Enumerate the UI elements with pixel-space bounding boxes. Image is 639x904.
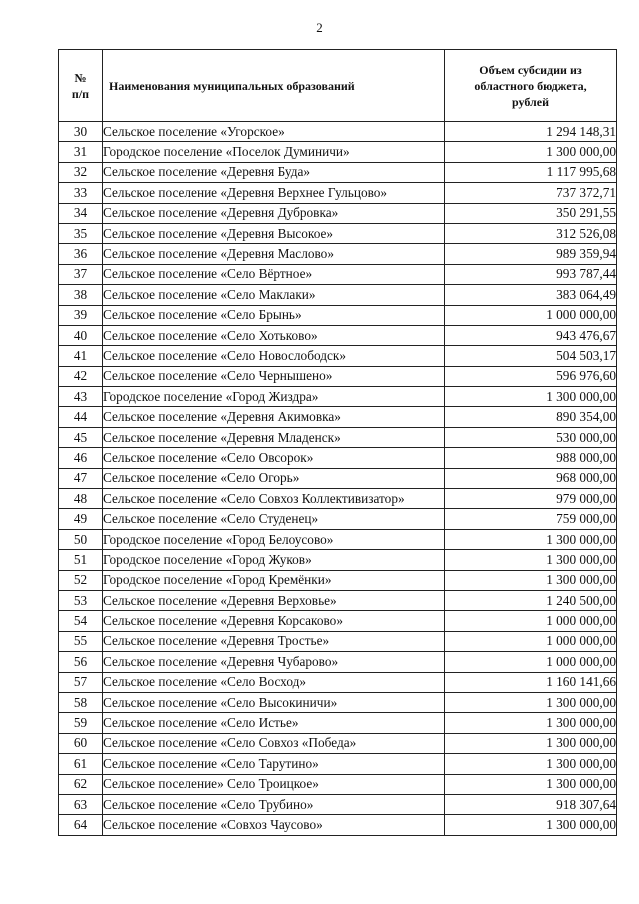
subsidy-amount: 1 000 000,00 — [445, 652, 617, 672]
municipality-name: Сельское поселение «Село Совхоз Коллективизатор» — [103, 489, 445, 509]
subsidy-amount: 890 354,00 — [445, 407, 617, 427]
municipality-name: Сельское поселение «Деревня Тростье» — [103, 631, 445, 651]
subsidy-amount: 1 300 000,00 — [445, 387, 617, 407]
table-row — [59, 570, 617, 590]
table-row — [59, 325, 617, 345]
subsidy-amount: 1 300 000,00 — [445, 713, 617, 733]
municipality-name: Городское поселение «Город Жиздра» — [103, 387, 445, 407]
table-row — [59, 590, 617, 610]
subsidy-amount: 1 000 000,00 — [445, 305, 617, 325]
row-number: 57 — [59, 672, 103, 692]
table-row — [59, 692, 617, 712]
row-number: 46 — [59, 448, 103, 468]
subsidy-amount: 312 526,08 — [445, 223, 617, 243]
table-row — [59, 183, 617, 203]
table-row — [59, 468, 617, 488]
row-number: 43 — [59, 387, 103, 407]
table-row — [59, 305, 617, 325]
municipality-name: Сельское поселение «Деревня Верхнее Гульцово» — [103, 183, 445, 203]
table-row — [59, 142, 617, 162]
row-number: 45 — [59, 427, 103, 447]
subsidy-amount: 1 300 000,00 — [445, 142, 617, 162]
subsidy-amount: 979 000,00 — [445, 489, 617, 509]
table-row — [59, 448, 617, 468]
row-number: 50 — [59, 529, 103, 549]
municipality-name: Сельское поселение «Совхоз Чаусово» — [103, 815, 445, 835]
subsidy-amount: 968 000,00 — [445, 468, 617, 488]
municipality-name: Городское поселение «Город Кремёнки» — [103, 570, 445, 590]
row-number: 37 — [59, 264, 103, 284]
row-number: 31 — [59, 142, 103, 162]
row-number: 51 — [59, 550, 103, 570]
row-number: 54 — [59, 611, 103, 631]
subsidy-amount: 1 300 000,00 — [445, 754, 617, 774]
subsidy-amount: 989 359,94 — [445, 244, 617, 264]
municipality-name: Сельское поселение «Село Огорь» — [103, 468, 445, 488]
subsidy-amount: 1 300 000,00 — [445, 733, 617, 753]
table-row — [59, 387, 617, 407]
table-row — [59, 631, 617, 651]
row-number: 38 — [59, 285, 103, 305]
row-number: 63 — [59, 794, 103, 814]
subsidy-amount: 530 000,00 — [445, 427, 617, 447]
header-number-line2: п/п — [71, 86, 90, 101]
subsidy-amount: 1 300 000,00 — [445, 774, 617, 794]
table-row — [59, 794, 617, 814]
row-number: 36 — [59, 244, 103, 264]
municipality-name: Сельское поселение «Село Брынь» — [103, 305, 445, 325]
municipality-name: Сельское поселение «Село Тарутино» — [103, 754, 445, 774]
row-number: 59 — [59, 713, 103, 733]
municipality-name: Сельское поселение «Село Новослободск» — [103, 346, 445, 366]
header-amount-line2: областного бюджета, — [474, 78, 587, 93]
row-number: 48 — [59, 489, 103, 509]
municipality-name: Сельское поселение «Деревня Дубровка» — [103, 203, 445, 223]
municipality-name: Сельское поселение «Село Вёртное» — [103, 264, 445, 284]
municipality-name: Сельское поселение «Село Маклаки» — [103, 285, 445, 305]
table-row — [59, 244, 617, 264]
table-row — [59, 122, 617, 142]
municipality-name: Сельское поселение «Деревня Чубарово» — [103, 652, 445, 672]
row-number: 40 — [59, 325, 103, 345]
row-number: 58 — [59, 692, 103, 712]
table-row — [59, 815, 617, 835]
municipality-name: Сельское поселение» Село Троицкое» — [103, 774, 445, 794]
row-number: 47 — [59, 468, 103, 488]
row-number: 35 — [59, 223, 103, 243]
row-number: 30 — [59, 122, 103, 142]
municipality-name: Сельское поселение «Село Чернышено» — [103, 366, 445, 386]
subsidy-amount: 918 307,64 — [445, 794, 617, 814]
header-number-line1: № — [74, 70, 87, 85]
table-row — [59, 652, 617, 672]
subsidy-amount: 737 372,71 — [445, 183, 617, 203]
table-row — [59, 285, 617, 305]
subsidy-amount: 1 294 148,31 — [445, 122, 617, 142]
page-number: 2 — [316, 20, 323, 35]
municipality-name: Сельское поселение «Деревня Маслово» — [103, 244, 445, 264]
table-row — [59, 550, 617, 570]
subsidy-amount: 759 000,00 — [445, 509, 617, 529]
municipality-name: Сельское поселение «Село Хотьково» — [103, 325, 445, 345]
row-number: 62 — [59, 774, 103, 794]
table-row — [59, 672, 617, 692]
header-row — [59, 50, 617, 122]
municipality-name: Сельское поселение «Деревня Младенск» — [103, 427, 445, 447]
municipality-name: Сельское поселение «Угорское» — [103, 122, 445, 142]
row-number: 56 — [59, 652, 103, 672]
row-number: 41 — [59, 346, 103, 366]
municipality-name: Сельское поселение «Деревня Корсаково» — [103, 611, 445, 631]
subsidy-amount: 943 476,67 — [445, 325, 617, 345]
subsidy-amount: 988 000,00 — [445, 448, 617, 468]
subsidy-amount: 1 300 000,00 — [445, 550, 617, 570]
subsidy-amount: 1 300 000,00 — [445, 529, 617, 549]
municipality-name: Сельское поселение «Деревня Акимовка» — [103, 407, 445, 427]
table-row — [59, 203, 617, 223]
row-number: 60 — [59, 733, 103, 753]
table-row — [59, 774, 617, 794]
subsidy-amount: 1 240 500,00 — [445, 590, 617, 610]
municipality-name: Сельское поселение «Село Восход» — [103, 672, 445, 692]
row-number: 39 — [59, 305, 103, 325]
subsidy-amount: 504 503,17 — [445, 346, 617, 366]
table-row — [59, 489, 617, 509]
municipality-name: Сельское поселение «Село Совхоз «Победа» — [103, 733, 445, 753]
header-name: Наименования муниципальных образований — [103, 50, 445, 122]
municipality-name: Сельское поселение «Село Истье» — [103, 713, 445, 733]
subsidy-amount: 1 117 995,68 — [445, 162, 617, 182]
table-row — [59, 366, 617, 386]
table-row — [59, 529, 617, 549]
table-row — [59, 733, 617, 753]
header-number — [59, 50, 103, 122]
municipality-name: Сельское поселение «Село Студенец» — [103, 509, 445, 529]
row-number: 64 — [59, 815, 103, 835]
table-row — [59, 611, 617, 631]
municipality-name: Городское поселение «Город Жуков» — [103, 550, 445, 570]
subsidy-amount: 1 300 000,00 — [445, 692, 617, 712]
municipality-name: Сельское поселение «Село Высокиничи» — [103, 692, 445, 712]
subsidy-amount: 1 300 000,00 — [445, 815, 617, 835]
subsidy-amount: 596 976,60 — [445, 366, 617, 386]
row-number: 53 — [59, 590, 103, 610]
row-number: 34 — [59, 203, 103, 223]
municipality-name: Сельское поселение «Село Овсорок» — [103, 448, 445, 468]
row-number: 32 — [59, 162, 103, 182]
municipality-name: Городское поселение «Город Белоусово» — [103, 529, 445, 549]
table-row — [59, 223, 617, 243]
row-number: 61 — [59, 754, 103, 774]
row-number: 33 — [59, 183, 103, 203]
row-number: 49 — [59, 509, 103, 529]
municipality-name: Сельское поселение «Деревня Верховье» — [103, 590, 445, 610]
subsidy-amount: 383 064,49 — [445, 285, 617, 305]
table-header — [59, 50, 617, 122]
header-amount-line1: Объем субсидии из — [479, 62, 582, 77]
subsidy-table — [58, 49, 617, 836]
municipality-name: Городское поселение «Поселок Думиничи» — [103, 142, 445, 162]
table-row — [59, 509, 617, 529]
table-row — [59, 713, 617, 733]
row-number: 44 — [59, 407, 103, 427]
table-row — [59, 407, 617, 427]
header-amount — [445, 50, 617, 122]
row-number: 52 — [59, 570, 103, 590]
municipality-name: Сельское поселение «Деревня Высокое» — [103, 223, 445, 243]
subsidy-amount: 1 000 000,00 — [445, 611, 617, 631]
table-row — [59, 162, 617, 182]
subsidy-amount: 1 160 141,66 — [445, 672, 617, 692]
table-row — [59, 427, 617, 447]
municipality-name: Сельское поселение «Деревня Буда» — [103, 162, 445, 182]
subsidy-amount: 993 787,44 — [445, 264, 617, 284]
subsidy-amount: 1 300 000,00 — [445, 570, 617, 590]
table-row — [59, 754, 617, 774]
table-body — [59, 122, 617, 836]
municipality-name: Сельское поселение «Село Трубино» — [103, 794, 445, 814]
subsidy-amount: 1 000 000,00 — [445, 631, 617, 651]
row-number: 55 — [59, 631, 103, 651]
subsidy-amount: 350 291,55 — [445, 203, 617, 223]
table-row — [59, 264, 617, 284]
table-row — [59, 346, 617, 366]
header-amount-line3: рублей — [511, 94, 550, 109]
row-number: 42 — [59, 366, 103, 386]
